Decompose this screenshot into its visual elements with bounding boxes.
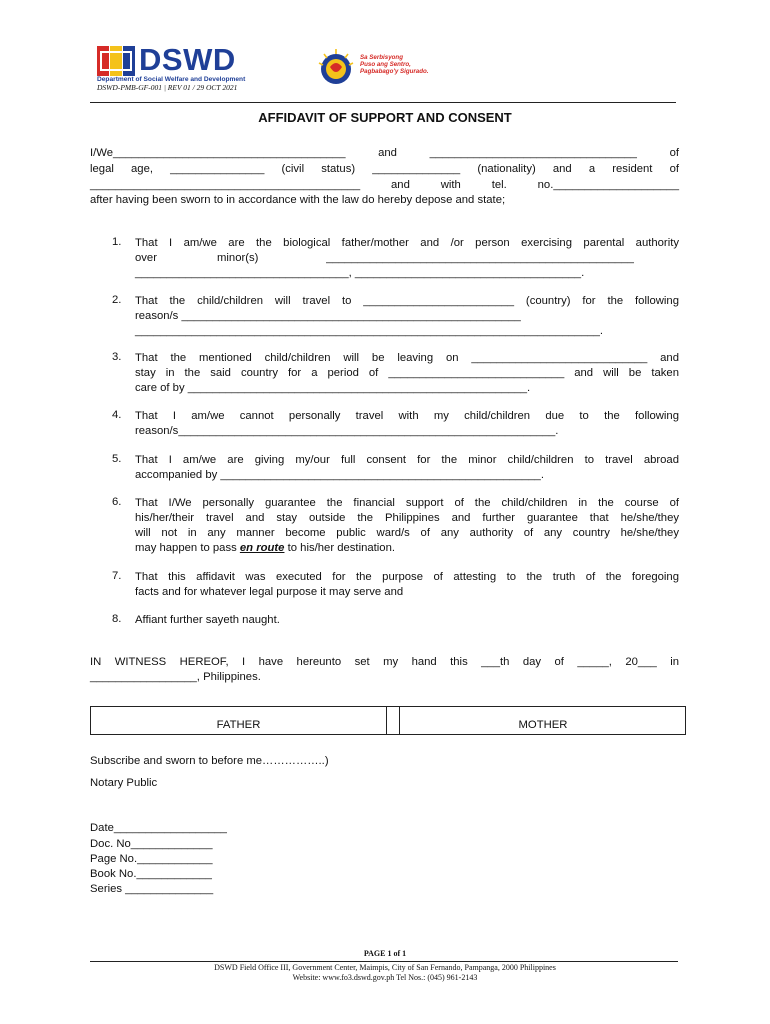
intro-line-4: after having been sworn to in accordance with the law do hereby depose and state; (90, 194, 506, 206)
item-4-line-1: That I am/we cannot personally travel with my child/children due to the following (135, 410, 679, 422)
footer-contact: Website: www.fo3.dswd.gov.ph Tel Nos.: (045) 961-2143 (292, 973, 478, 982)
item-3-line-2: stay in the said country for a period of ____________________________ and will be taken (135, 367, 679, 379)
subscribe-sworn: Subscribe and sworn to before me……………..) (90, 755, 329, 767)
page-number: PAGE 1 of 1 (363, 949, 407, 958)
notary-doc-no: Doc. No_____________ (90, 838, 213, 850)
dswd-logo-icon (97, 46, 137, 76)
item-8-line-1: Affiant further sayeth naught. (135, 614, 280, 626)
footer-divider (90, 961, 678, 962)
dswd-logo-text: DSWD (139, 42, 236, 77)
item-6-line-4-end: to his/her destination. (284, 542, 395, 554)
item-3-number: 3. (112, 351, 122, 363)
item-8-number: 8. (112, 613, 122, 625)
item-1-line-3: __________________________________, ____________________________________. (135, 267, 585, 279)
item-1-over: over (135, 252, 157, 264)
item-4-number: 4. (112, 409, 122, 421)
item-1-number: 1. (112, 236, 122, 248)
item-2-line-3: __________________________________________________________________________. (135, 325, 604, 337)
item-1-minors: minor(s) (217, 252, 259, 264)
item-3-line-1: That the mentioned child/children will be leaving on ____________________________ and (135, 352, 679, 364)
item-6-line-4-start: may happen to pass (135, 542, 240, 554)
intro-line-1: I/We_____________________________________ and _________________________________ of (90, 147, 679, 159)
item-6-line-2: his/her/their travel and stay outside the Philippines and further guarantee that he/she/they (135, 512, 679, 524)
item-2-number: 2. (112, 294, 122, 306)
signature-table (90, 706, 686, 735)
item-2-line-2: reason/s ______________________________________________________ (135, 310, 521, 322)
intro-line-3: ___________________________________________ and with tel. no.____________________ (90, 179, 679, 191)
footer-address: DSWD Field Office III, Government Center, Maimpis, City of San Fernando, Pampanga, 2000 Philippines (214, 963, 556, 972)
item-6-number: 6. (112, 496, 122, 508)
item-4-line-2: reason/s____________________________________________________________. (135, 425, 559, 437)
item-7-number: 7. (112, 570, 122, 582)
header-divider (90, 102, 676, 103)
item-6-line-1: That I/We personally guarantee the financial support of the child/children in the course of (135, 497, 679, 509)
slogan-line-2: Puso ang Sentro, (360, 61, 411, 68)
item-5-number: 5. (112, 453, 122, 465)
signature-divider-left (386, 707, 387, 734)
bagong-pilipinas-seal-icon (316, 47, 356, 87)
dswd-logo-subtitle: Department of Social Welfare and Development (97, 76, 246, 83)
father-label: FATHER (216, 719, 261, 731)
item-1-line-1: That I am/we are the biological father/mother and /or person exercising parental authority (135, 237, 679, 249)
slogan (360, 54, 429, 75)
slogan-line-1: Sa Serbisyong (360, 54, 403, 61)
notary-page-no: Page No.____________ (90, 853, 213, 865)
item-2-line-1: That the child/children will travel to ________________________ (country) for the following (135, 295, 679, 307)
item-7-line-2: facts and for whatever legal purpose it may serve and (135, 586, 404, 598)
intro-line-2: legal age, _______________ (civil status) ______________ (nationality) and a resident of (90, 163, 679, 175)
notary-public: Notary Public (90, 777, 158, 789)
item-5-line-1: That I am/we are giving my/our full consent for the minor child/children to travel abroad (135, 454, 679, 466)
item-3-line-3: care of by ______________________________________________________. (135, 382, 531, 394)
en-route-emphasis: en route (239, 542, 285, 554)
item-1-minors-blank: _________________________________________________ (326, 252, 634, 264)
notary-book-no: Book No.____________ (90, 868, 212, 880)
witness-line-1: IN WITNESS HEREOF, I have hereunto set my hand this ___th day of _____, 20___ in (90, 656, 679, 668)
document-title: AFFIDAVIT OF SUPPORT AND CONSENT (258, 110, 512, 125)
notary-series: Series ______________ (90, 883, 214, 895)
notary-date: Date__________________ (90, 822, 227, 834)
item-7-line-1: That this affidavit was executed for the purpose of attesting to the truth of the foregoing (135, 571, 679, 583)
item-5-line-2: accompanied by ___________________________________________________. (135, 469, 544, 481)
mother-label: MOTHER (518, 719, 568, 731)
slogan-line-3: Pagbabago'y Sigurado. (360, 68, 429, 75)
item-6-line-4 (135, 541, 395, 556)
witness-line-2: _________________, Philippines. (90, 671, 261, 683)
item-6-line-3: will not in any manner become public ward/s of any authority of any country he/she/they (135, 527, 679, 539)
form-code: DSWD-PMB-GF-001 | REV 01 / 29 OCT 2021 (97, 83, 238, 92)
